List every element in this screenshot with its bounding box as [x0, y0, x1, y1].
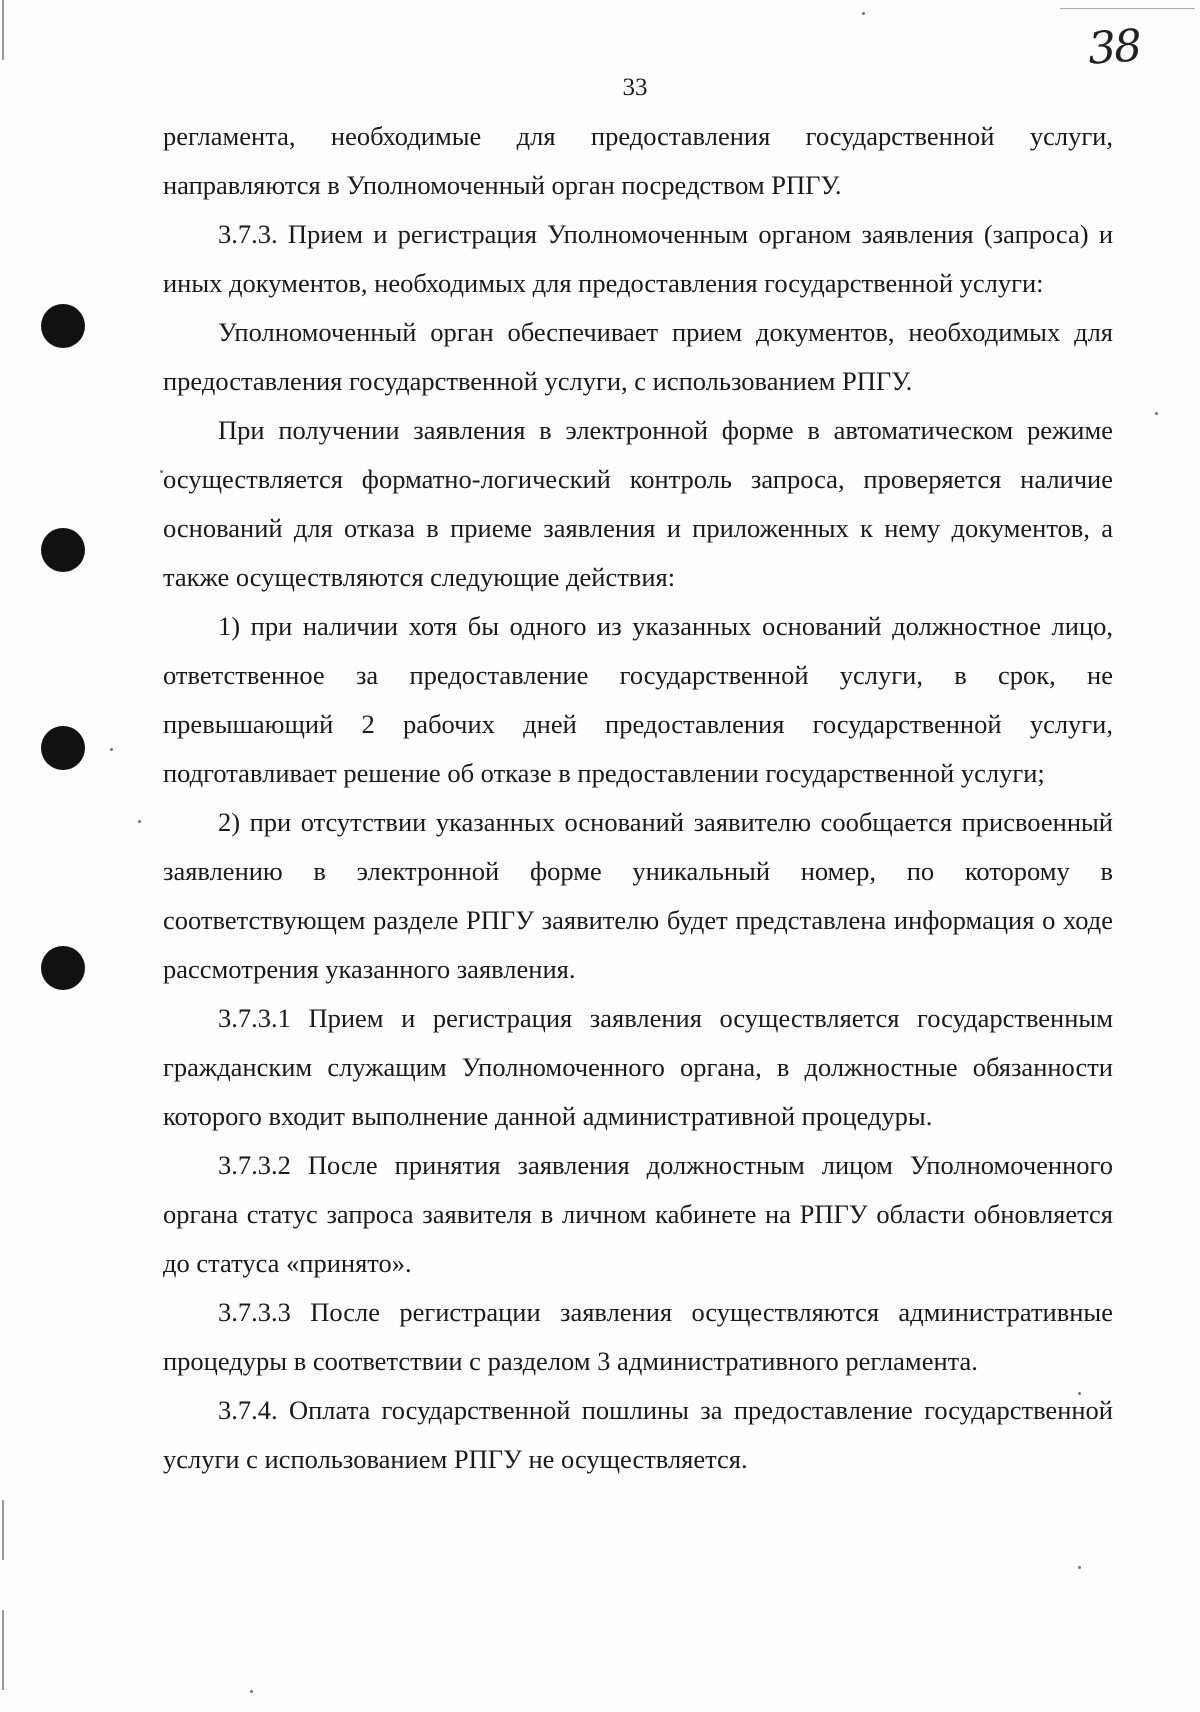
scan-speck: [862, 12, 865, 15]
scan-edge-mark: [2, 1610, 4, 1690]
paragraph: 3.7.3.3 После регистрации заявления осуществляются административные процедуры в соответствии с разделом 3 административного регламента.: [163, 1297, 1113, 1376]
paragraph: 3.7.4. Оплата государственной пошлины за предоставление государственной услуги с использованием РПГУ не осуществляется.: [163, 1395, 1113, 1474]
scan-speck: [110, 748, 113, 751]
paragraph: 3.7.3.2 После принятия заявления должностным лицом Уполномоченного органа статус запроса заявителя в личном кабинете на РПГУ области обновляется до статуса «принято».: [163, 1150, 1113, 1278]
paragraph: При получении заявления в электронной форме в автоматическом режиме осуществляется форматно-логический контроль запроса, проверяется наличие оснований для отказа в приеме заявления и приложенных к нему документов, а также осуществляются следующие действия:: [163, 415, 1113, 592]
scan-edge-mark: [2, 1500, 4, 1560]
document-body: [163, 112, 1113, 1484]
scan-speck: [1155, 412, 1158, 415]
page-number: 33: [622, 74, 648, 101]
scan-artifact-line: [1060, 8, 1195, 9]
punch-hole: [41, 946, 85, 990]
paragraph: 3.7.3.1 Прием и регистрация заявления осуществляется государственным гражданским служащим Уполномоченного органа, в должностные обязанности которого входит выполнение данной административной процедуры.: [163, 1003, 1113, 1131]
punch-hole: [41, 528, 85, 572]
paragraph: Уполномоченный орган обеспечивает прием документов, необходимых для предоставления государственной услуги, с использованием РПГУ.: [163, 317, 1113, 396]
paragraph: регламента, необходимые для предоставления государственной услуги, направляются в Уполномоченный орган посредством РПГУ.: [163, 121, 1113, 200]
punch-hole: [41, 726, 85, 770]
handwritten-page-number: 38: [1086, 20, 1142, 75]
paragraph: 3.7.3. Прием и регистрация Уполномоченным органом заявления (запроса) и иных документов, необходимых для предоставления государственной услуги:: [163, 219, 1113, 298]
paragraph: 2) при отсутствии указанных оснований заявителю сообщается присвоенный заявлению в электронной форме уникальный номер, по которому в соответствующем разделе РПГУ заявителю будет представлена информация о ходе рассмотрения указанного заявления.: [163, 807, 1113, 984]
scan-speck: [250, 1690, 253, 1693]
paragraph: 1) при наличии хотя бы одного из указанных оснований должностное лицо, ответственное за предоставление государственной услуги, в срок, не превышающий 2 рабочих дней предоставления государственной услуги, подготавливает решение об отказе в предоставлении государственной услуги;: [163, 611, 1113, 788]
scan-speck: [1078, 1566, 1081, 1569]
scan-edge-mark: [2, 0, 4, 60]
punch-hole: [41, 304, 85, 348]
scan-speck: [138, 820, 141, 823]
